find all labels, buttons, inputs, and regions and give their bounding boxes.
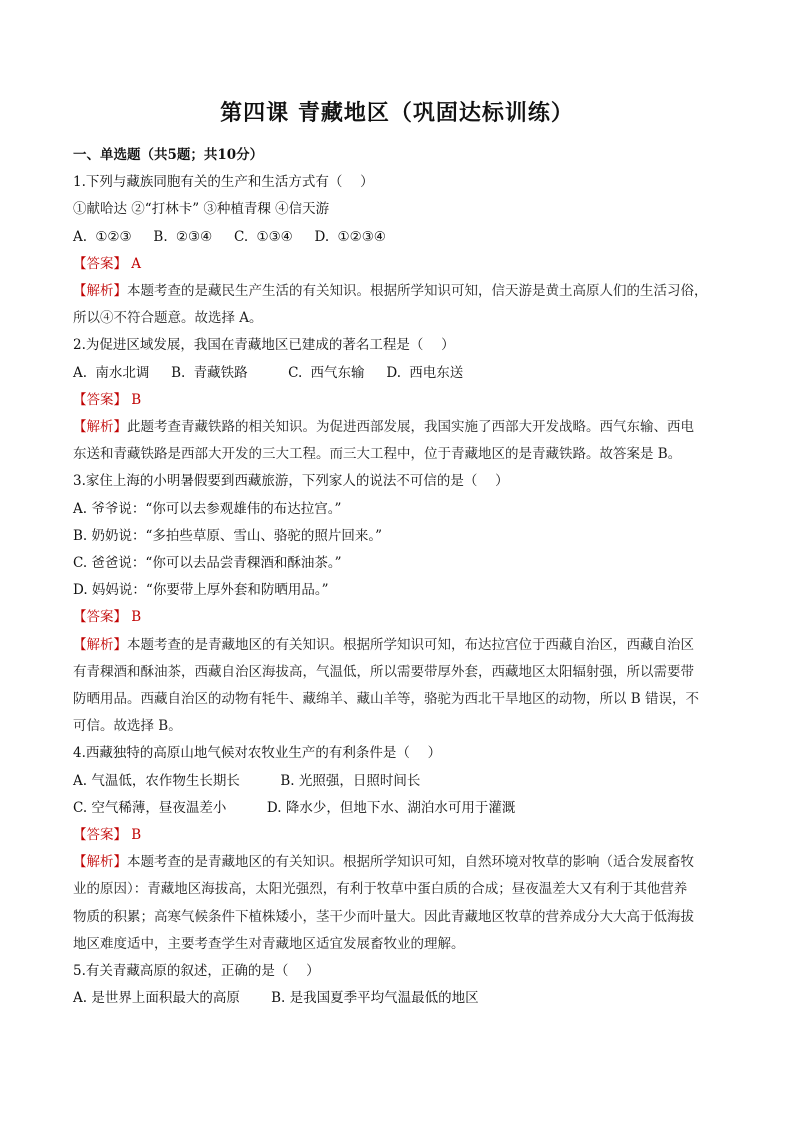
explain-line: 所以④不符合题意。故选择 A。 [73,310,263,327]
document-content [73,142,733,1013]
explain-line: 有青稞酒和酥油茶，西藏自治区海拔高，气温低，所以需要带厚外套，西藏地区太阳辐射强，所以需要带 [73,663,694,680]
question-2-stem: 2.为促进区域发展，我国在青藏地区已建成的著名工程是（ ） [73,337,455,354]
answer-value: B [131,609,142,626]
question-1-items: ①献哈达 ②“打林卡” ③种植青稞 ④信天游 [73,201,330,218]
question-3-answer [73,604,733,631]
question-1-answer [73,251,733,278]
question-1-stem: 1.下列与藏族同胞有关的生产和生活方式有（ ） [73,174,374,191]
explain-line: 此题考查青藏铁路的相关知识。为促进西部发展，我国实施了西部大开发战略。西气东输、西电 [127,419,694,436]
answer-value: B [131,391,142,408]
explain-line: 防晒用品。西藏自治区的动物有牦牛、藏绵羊、藏山羊等，骆驼为西北干旱地区的动物，所以 B 错误，不 [73,691,700,708]
answer-tag: 【答案】 [73,391,127,408]
answer-value: B [131,827,142,844]
question-4-options-cd: C. 空气稀薄，昼夜温差小 D. 降水少，但地下水、湖泊水可用于灌溉 [73,799,516,816]
document-title: 第四课 青藏地区（巩固达标训练） [220,100,574,126]
question-4-stem: 4.西藏独特的高原山地气候对农牧业生产的有利条件是（ ） [73,745,442,762]
question-3-option-d: D. 妈妈说：“你要带上厚外套和防晒用品。” [73,582,329,599]
explain-line: 本题考查的是青藏地区的有关知识。根据所学知识可知，自然环境对牧草的影响（适合发展畜牧 [127,854,694,871]
explain-tag: 【解析】 [73,283,127,300]
question-3-explanation [73,632,733,659]
explain-line: 东送和青藏铁路是西部大开发的三大工程。而三大工程中，位于青藏地区的是青藏铁路。故答案是 B。 [73,446,682,463]
explain-tag: 【解析】 [73,419,127,436]
question-2-options: A. 南水北调 B. 青藏铁路 C. 西气东输 D. 西电东送 [73,364,464,381]
explain-line: 可信。故选择 B。 [73,718,182,735]
question-4-answer [73,822,733,849]
explain-line: 物质的积累；高寒气候条件下植株矮小，茎干少而叶量大。因此青藏地区牧草的营养成分大大高于低海拔 [73,908,694,925]
question-3-option-c: C. 爸爸说：“你可以去品尝青稞酒和酥油茶。” [73,555,342,572]
question-2-answer [73,387,733,414]
explain-line: 本题考查的是青藏地区的有关知识。根据所学知识可知，布达拉宫位于西藏自治区，西藏自治区 [127,636,694,653]
question-3-stem: 3.家住上海的小明暑假要到西藏旅游，下列家人的说法不可信的是（ ） [73,473,509,490]
answer-tag: 【答案】 [73,827,127,844]
answer-tag: 【答案】 [73,255,127,272]
explain-line: 本题考查的是藏民生产生活的有关知识。根据所学知识可知，信天游是黄土高原人们的生活习俗， [127,283,708,300]
explain-tag: 【解析】 [73,854,127,871]
question-5-options-ab: A. 是世界上面积最大的高原 B. 是我国夏季平均气温最低的地区 [73,990,479,1007]
question-3-option-b: B. 奶奶说：“多拍些草原、雪山、骆驼的照片回来。” [73,527,383,544]
question-5-stem: 5.有关青藏高原的叙述，正确的是（ ） [73,963,320,980]
explain-tag: 【解析】 [73,636,127,653]
section-heading: 一、单选题（共5题；共10分） [73,147,264,163]
explain-line: 地区难度适中，主要考查学生对青藏地区适宜发展畜牧业的理解。 [73,935,465,952]
answer-value: A [131,255,142,272]
question-4-explanation [73,849,733,876]
answer-tag: 【答案】 [73,609,127,626]
question-2-explanation [73,414,733,441]
question-4-options-ab: A. 气温低，农作物生长期长 B. 光照强，日照时间长 [73,772,421,789]
question-3-option-a: A. 爷爷说：“你可以去参观雄伟的布达拉宫。” [73,500,342,517]
question-1-explanation [73,278,733,305]
question-1-options: A. ①②③ B. ②③④ C. ①③④ D. ①②③④ [73,228,386,245]
explain-line: 业的原因）：青藏地区海拔高，太阳光强烈，有利于牧草中蛋白质的合成；昼夜温差大又有利于其他营养 [73,881,688,898]
